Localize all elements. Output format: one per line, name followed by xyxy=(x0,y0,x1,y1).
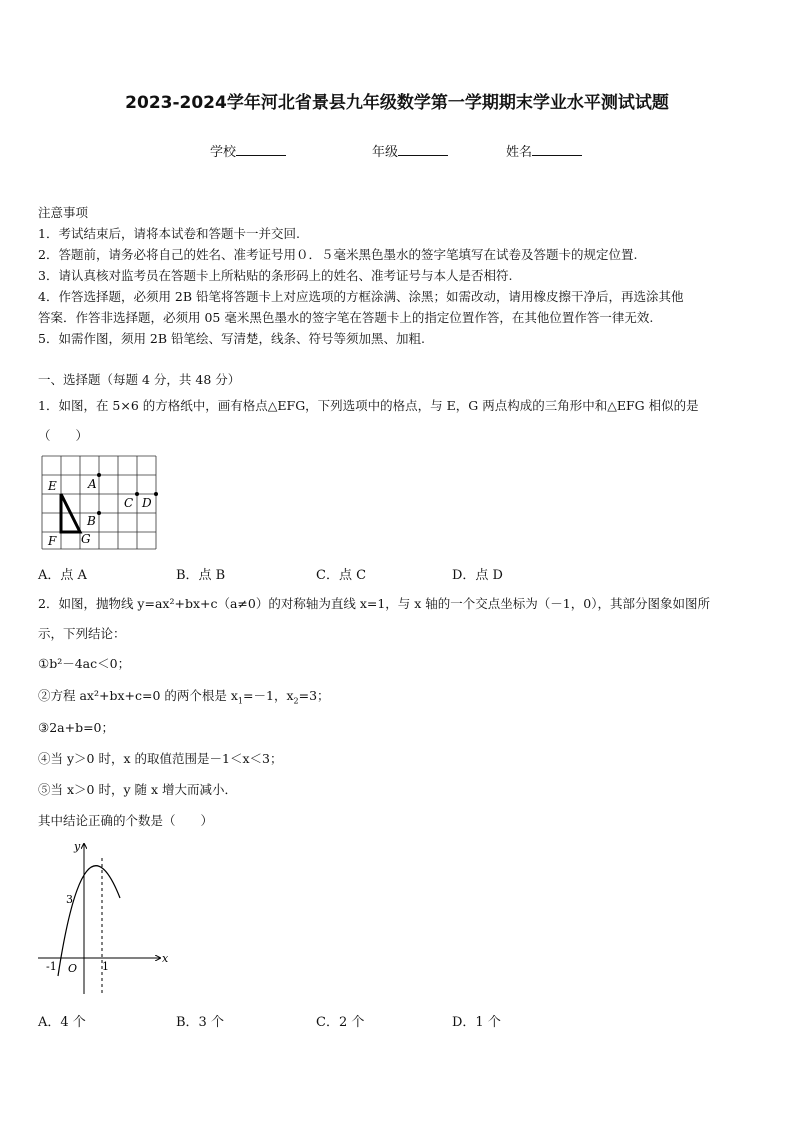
notice-item: 答案．作答非选择题，必须用 05 毫米黑色墨水的签字笔在答题卡上的指定位置作答，在其他位置作答一律无效. xyxy=(38,310,654,325)
label-b: B xyxy=(87,514,96,528)
tick-3: 3 xyxy=(66,893,73,906)
name-label: 姓名 xyxy=(506,145,533,160)
grid-lines xyxy=(42,456,156,549)
c2-part-a: ②方程 ax²+bx+c=0 的两个根是 x xyxy=(38,688,238,703)
school-label: 学校 xyxy=(210,145,237,160)
q2-option-c[interactable]: C．2 个 xyxy=(316,1015,365,1030)
tick-minus-1: -1 xyxy=(46,960,57,973)
notice-item: 3．请认真核对监考员在答题卡上所粘贴的条形码上的姓名、准考证号与本人是否相符. xyxy=(38,268,513,283)
q1-option-a[interactable]: A．点 A xyxy=(38,568,87,583)
parabola-curve xyxy=(58,866,120,976)
label-f: F xyxy=(48,534,57,548)
q2-stem: 2．如图，抛物线 y=ax²+bx+c（a≠0）的对称轴为直线 x=1，与 x 轴的一个交点坐标为（－1，0），其部分图象如图所 xyxy=(38,596,710,611)
label-a: A xyxy=(88,477,97,491)
point-c xyxy=(135,492,139,496)
point-b xyxy=(97,511,101,515)
name-blank xyxy=(532,143,582,156)
origin-label: O xyxy=(68,962,78,975)
c2-part-c: =3； xyxy=(298,688,330,703)
q2-question: 其中结论正确的个数是（ ） xyxy=(38,813,214,828)
q2-conclusion-5: ⑤当 x＞0 时，y 随 x 增大而减小． xyxy=(38,782,237,797)
point-a xyxy=(97,473,101,477)
q1-option-b[interactable]: B．点 B xyxy=(176,568,226,583)
tick-1: 1 xyxy=(102,960,109,973)
label-e: E xyxy=(48,479,57,493)
page-title: 2023-2024学年河北省景县九年级数学第一学期期末学业水平测试试题 xyxy=(125,93,669,113)
name-field xyxy=(506,141,582,160)
label-c: C xyxy=(124,496,134,510)
c2-part-b: =－1，x xyxy=(243,688,294,703)
school-field xyxy=(210,141,286,160)
section-heading: 一、选择题（每题 4 分，共 48 分） xyxy=(38,372,241,387)
q2-conclusion-4: ④当 y＞0 时，x 的取值范围是－1＜x＜3； xyxy=(38,751,283,766)
label-g: G xyxy=(81,532,91,546)
x-label: x xyxy=(162,952,169,965)
grade-field xyxy=(372,141,448,160)
q2-option-b[interactable]: B．3 个 xyxy=(176,1015,224,1030)
q2-conclusion-3: ③2a+b=0； xyxy=(38,720,115,735)
q1-option-c[interactable]: C．点 C xyxy=(316,568,367,583)
notice-item: 2．答题前，请务必将自己的姓名、准考证号用０．５毫米黑色墨水的签字笔填写在试卷及答题卡的规定位置. xyxy=(38,247,638,262)
q2-stem-cont: 示，下列结论： xyxy=(38,626,126,641)
point-d xyxy=(154,492,158,496)
q2-option-d[interactable]: D．1 个 xyxy=(452,1015,501,1030)
label-d: D xyxy=(142,496,152,510)
q1-stem: 1．如图，在 5×6 的方格纸中，画有格点△EFG，下列选项中的格点，与 E，G 两点构成的三角形中和△EFG 相似的是 xyxy=(38,398,699,413)
notice-heading: 注意事项 xyxy=(38,205,89,220)
grade-blank xyxy=(398,143,448,156)
q2-conclusion-1: ①b²－4ac＜0； xyxy=(38,656,131,671)
q2-option-a[interactable]: A．4 个 xyxy=(38,1015,86,1030)
notice-item: 5．如需作图，须用 2B 铅笔绘、写清楚，线条、符号等须加黑、加粗. xyxy=(38,331,426,346)
q1-stem-blank: （ ） xyxy=(38,428,89,443)
grade-label: 年级 xyxy=(372,145,399,160)
school-blank xyxy=(236,143,286,156)
y-label: y xyxy=(74,840,81,853)
notice-item: 1．考试结束后，请将本试卷和答题卡一并交回. xyxy=(38,226,300,241)
q1-option-d[interactable]: D．点 D xyxy=(452,568,503,583)
notice-item: 4．作答选择题，必须用 2B 铅笔将答题卡上对应选项的方框涂满、涂黑；如需改动，请用橡皮擦干净后，再选涂其他 xyxy=(38,289,684,304)
q1-grid-figure xyxy=(40,452,160,552)
q2-conclusion-2: ②方程 ax²+bx+c=0 的两个根是 $x_1=-1$，$x_2=3$； xyxy=(38,688,330,706)
q2-parabola-graph xyxy=(34,836,174,1000)
